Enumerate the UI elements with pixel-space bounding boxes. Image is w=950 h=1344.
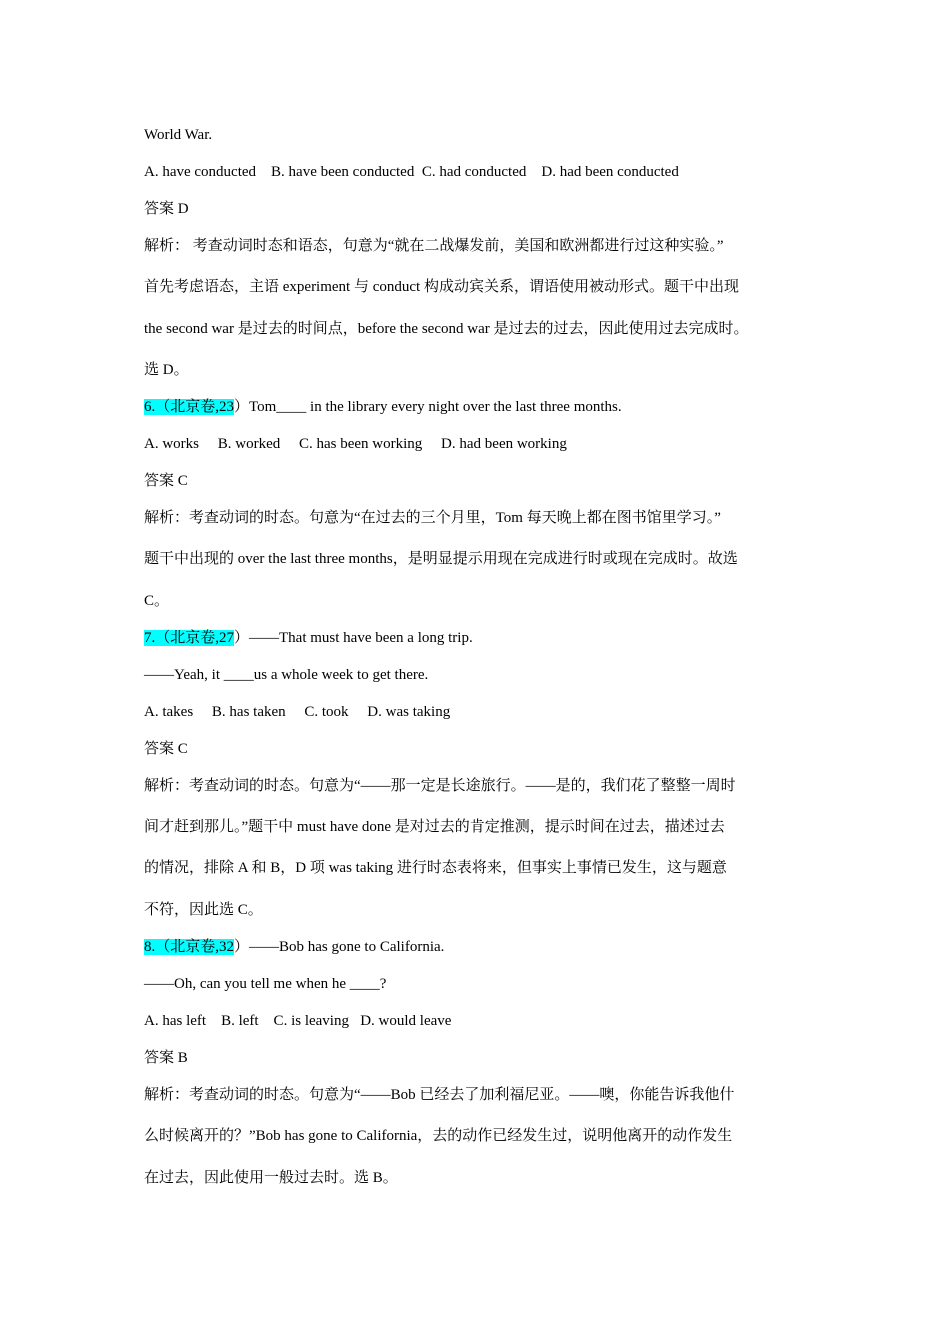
q7-explanation-line: 不符，因此选 C。 <box>144 902 263 918</box>
q6-options-text: A. works B. worked C. has been working D. had been working <box>144 436 567 452</box>
q8-stem-reply: ——Oh, can you tell me when he ____? <box>144 976 387 992</box>
q8-explanation-line: 在过去，因此使用一般过去时。选 B。 <box>144 1170 398 1186</box>
q6-explanation-line: 题干中出现的 over the last three months，是明显提示用现在完成进行时或现在完成时。故选 <box>144 551 738 567</box>
q8-options-text: A. has left B. left C. is leaving D. would leave <box>144 1013 452 1029</box>
q7-options <box>144 702 450 722</box>
q5-explanation-line: 解析： 考查动词时态和语态，句意为“就在二战爆发前，美国和欧洲都进行过这种实验。” <box>144 238 724 254</box>
q8-explanation-line: 解析：考查动词的时态。句意为“——Bob 已经去了加利福尼亚。——噢，你能告诉我他什 <box>144 1087 735 1103</box>
q7-explanation-line: 间才赶到那儿。”题干中 must have done 是对过去的肯定推测，提示时间在过去，描述过去 <box>144 819 725 835</box>
q5-stem-tail: World War. <box>144 127 213 143</box>
q8-answer: 答案 B <box>144 1050 188 1066</box>
q5-options-text: A. have conducted B. have been conducted C. had conducted D. had been conducted <box>144 164 679 180</box>
q7-stem <box>144 628 473 648</box>
q5-options <box>144 162 679 182</box>
q5-explanation-line: 选 D。 <box>144 362 189 378</box>
q7-stem-text: ）——That must have been a long trip. <box>234 630 473 646</box>
q7-explanation-line: 的情况，排除 A 和 B，D 项 was taking 进行时态表将来，但事实上事情已发生，这与题意 <box>144 860 727 876</box>
q8-stem-text: ）——Bob has gone to California. <box>234 939 445 955</box>
q5-explanation-line: the second war 是过去的时间点，before the second war 是过去的过去，因此使用过去完成时。 <box>144 321 749 337</box>
q7-answer: 答案 C <box>144 741 188 757</box>
q6-source-tag: 6.（北京卷,23 <box>144 399 235 415</box>
q7-source-tag: 7.（北京卷,27 <box>144 630 235 646</box>
q8-options <box>144 1011 451 1031</box>
q7-options-text: A. takes B. has taken C. took D. was taking <box>144 704 451 720</box>
q5-explanation-line: 首先考虑语态，主语 experiment 与 conduct 构成动宾关系，谓语使用被动形式。题干中出现 <box>144 279 739 295</box>
q6-answer: 答案 C <box>144 473 188 489</box>
q6-stem-text: ）Tom____ in the library every night over the last three months. <box>234 399 622 415</box>
q6-explanation-line: 解析：考查动词的时态。句意为“在过去的三个月里，Tom 每天晚上都在图书馆里学习。” <box>144 510 721 526</box>
q6-stem <box>144 397 622 417</box>
q8-stem <box>144 937 444 957</box>
q5-answer: 答案 D <box>144 201 189 217</box>
q7-explanation-line: 解析：考查动词的时态。句意为“——那一定是长途旅行。——是的，我们花了整整一周时 <box>144 778 736 794</box>
q6-options <box>144 434 567 454</box>
q8-explanation-line: 么时候离开的？”Bob has gone to California，去的动作已经发生过，说明他离开的动作发生 <box>144 1128 733 1144</box>
q7-stem-reply: ——Yeah, it ____us a whole week to get there. <box>144 667 429 683</box>
q6-explanation-line: C。 <box>144 593 170 609</box>
q8-source-tag: 8.（北京卷,32 <box>144 939 235 955</box>
